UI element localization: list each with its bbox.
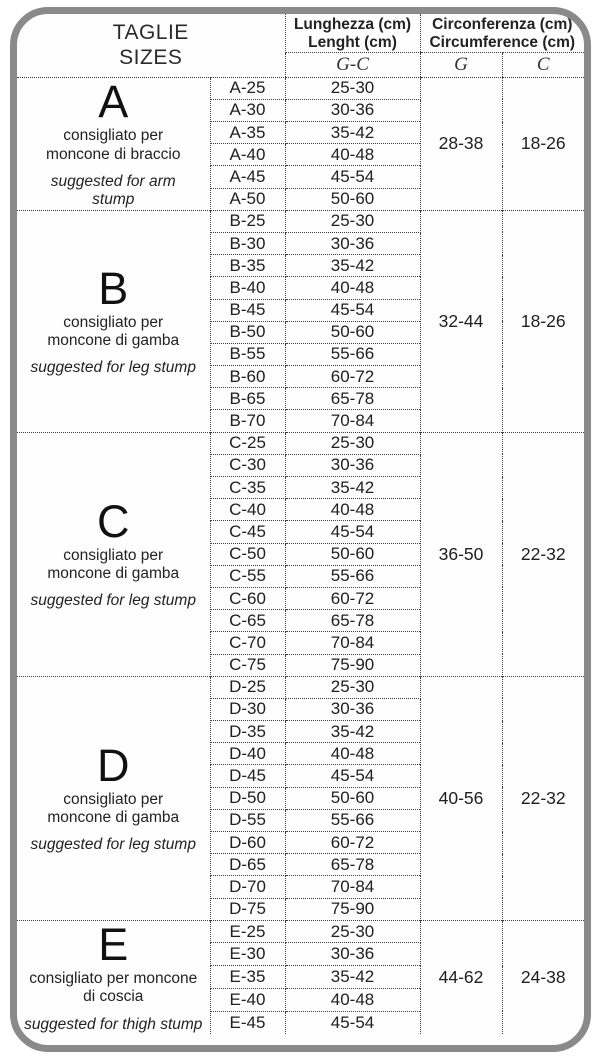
sizes-title-en: SIZES [119,46,183,70]
length-range-cell: 50-60 [285,188,420,210]
size-code-cell: A-45 [210,166,285,188]
size-code-cell: E-35 [210,966,285,989]
size-code-cell: C-25 [210,432,285,454]
description-italian-line: moncone di braccio [46,145,181,163]
description-english [17,836,210,854]
length-range-cell: 40-48 [285,277,420,299]
circumference-subheader-g: G [420,52,502,77]
size-code-cell: A-30 [210,99,285,121]
circumference-column-header [420,14,584,52]
length-range-cell: 25-30 [285,676,420,698]
size-code-cell: C-50 [210,543,285,565]
length-range-cell: 55-66 [285,565,420,587]
length-range-cell: 65-78 [285,854,420,876]
circumference-c-cell: 18-26 [502,210,584,432]
description-italian-line: consigliato per [63,790,164,808]
length-range-cell: 65-78 [285,388,420,410]
description-italian [17,127,210,164]
size-letter: B [98,262,129,314]
size-code-cell: D-55 [210,809,285,831]
size-code-cell: D-30 [210,698,285,720]
description-english-line: stump [92,191,135,209]
length-range-cell: 45-54 [285,166,420,188]
size-code-cell: D-25 [210,676,285,698]
length-range-cell: 65-78 [285,610,420,632]
length-range-cell: 70-84 [285,632,420,654]
length-range-cell: 50-60 [285,787,420,809]
length-range-cell: 25-30 [285,210,420,232]
length-range-cell: 30-36 [285,698,420,720]
description-english-line: suggested for leg stump [30,359,196,377]
size-letter: E [98,918,129,970]
length-range-cell: 35-42 [285,966,420,989]
size-code-cell: C-70 [210,632,285,654]
size-code-cell: A-35 [210,122,285,144]
length-range-cell: 55-66 [285,343,420,365]
size-code-cell: D-70 [210,876,285,898]
length-subheader-gc: G-C [285,52,420,77]
size-letter: D [97,739,130,791]
size-code-cell: D-40 [210,743,285,765]
length-range-cell: 25-30 [285,920,420,943]
description-english [17,359,210,377]
size-code-cell: C-60 [210,587,285,609]
circumference-c-cell: 22-32 [502,432,584,676]
size-code-cell: B-45 [210,299,285,321]
size-letter: A [98,76,129,127]
circumference-title-it: Circonferenza (cm) [432,16,573,33]
size-code-cell: C-55 [210,565,285,587]
circumference-g-cell: 40-56 [420,676,502,920]
length-range-cell: 35-42 [285,122,420,144]
length-range-cell: 60-72 [285,587,420,609]
size-code-cell: B-65 [210,388,285,410]
size-code-cell: E-25 [210,920,285,943]
length-range-cell: 40-48 [285,499,420,521]
description-italian [17,314,210,351]
description-italian-line: di coscia [83,988,144,1006]
length-range-cell: 30-36 [285,943,420,966]
table-row [17,432,584,454]
circumference-subheader-c: C [502,52,584,77]
length-range-cell: 35-42 [285,255,420,277]
circumference-c-cell: 18-26 [502,77,584,210]
length-range-cell: 40-48 [285,144,420,166]
length-range-cell: 50-60 [285,321,420,343]
size-table-body [17,77,584,1034]
description-english [17,1016,210,1034]
size-code-cell: D-75 [210,898,285,920]
length-range-cell: 35-42 [285,721,420,743]
length-range-cell: 35-42 [285,477,420,499]
length-range-cell: 40-48 [285,988,420,1011]
length-range-cell: 40-48 [285,743,420,765]
description-english [17,173,210,210]
size-chart-sheet [10,7,591,1052]
circumference-g-cell: 36-50 [420,432,502,676]
circumference-g-cell: 44-62 [420,920,502,1034]
length-range-cell: 70-84 [285,410,420,432]
size-code-cell: D-35 [210,721,285,743]
size-code-cell: C-35 [210,477,285,499]
table-row [17,676,584,698]
length-range-cell: 60-72 [285,832,420,854]
length-range-cell: 45-54 [285,765,420,787]
length-title-en: Lenght (cm) [308,33,397,51]
size-code-cell: C-45 [210,521,285,543]
length-range-cell: 25-30 [285,432,420,454]
size-code-cell: B-60 [210,366,285,388]
length-range-cell: 45-54 [285,521,420,543]
length-range-cell: 55-66 [285,809,420,831]
size-code-cell: D-50 [210,787,285,809]
description-italian-line: consigliato per [63,546,164,564]
section-description [17,432,210,676]
size-code-cell: E-30 [210,943,285,966]
length-range-cell: 70-84 [285,876,420,898]
circumference-g-cell: 32-44 [420,210,502,432]
description-italian-line: consigliato per [63,127,164,145]
size-code-cell: B-50 [210,321,285,343]
circumference-c-cell: 22-32 [502,676,584,920]
size-code-cell: B-30 [210,232,285,254]
length-range-cell: 75-90 [285,654,420,676]
size-code-cell: B-70 [210,410,285,432]
description-english-line: suggested for arm [50,172,176,190]
size-code-cell: C-75 [210,654,285,676]
size-code-cell: E-45 [210,1011,285,1034]
description-italian [17,970,210,1007]
section-description [17,676,210,920]
size-code-cell: B-25 [210,210,285,232]
table-row [17,210,584,232]
sizes-column-header [17,14,285,77]
size-letter: C [97,495,130,547]
description-italian-line: moncone di gamba [47,565,180,583]
size-code-cell: D-45 [210,765,285,787]
length-range-cell: 60-72 [285,366,420,388]
description-english [17,592,210,610]
description-italian-line: moncone di gamba [47,809,180,827]
size-code-cell: A-40 [210,144,285,166]
sizes-title-it: TAGLIE [112,20,189,44]
length-range-cell: 30-36 [285,454,420,476]
length-range-cell: 50-60 [285,543,420,565]
circumference-c-cell: 24-38 [502,920,584,1034]
length-range-cell: 30-36 [285,232,420,254]
section-description [17,77,210,210]
description-english-line: suggested for leg stump [30,592,196,610]
description-italian [17,791,210,828]
length-column-header [285,14,420,52]
length-range-cell: 30-36 [285,99,420,121]
length-range-cell: 75-90 [285,898,420,920]
description-italian-line: consigliato per [63,313,164,331]
size-code-cell: C-40 [210,499,285,521]
circumference-title-en: Circumference (cm) [429,33,576,51]
table-row [17,920,584,943]
description-italian-line: moncone di gamba [47,332,180,350]
length-range-cell: 45-54 [285,1011,420,1034]
section-description [17,210,210,432]
size-code-cell: C-30 [210,454,285,476]
header-row-titles [17,14,584,52]
description-english-line: suggested for thigh stump [24,1015,203,1033]
length-title-it: Lunghezza (cm) [293,16,412,33]
size-code-cell: A-25 [210,77,285,99]
description-english-line: suggested for leg stump [30,836,196,854]
size-code-cell: B-35 [210,255,285,277]
section-description [17,920,210,1034]
size-code-cell: A-50 [210,188,285,210]
size-code-cell: D-65 [210,854,285,876]
size-code-cell: E-40 [210,988,285,1011]
circumference-g-cell: 28-38 [420,77,502,210]
size-code-cell: C-65 [210,610,285,632]
length-range-cell: 45-54 [285,299,420,321]
table-row [17,77,584,99]
description-italian-line: consigliato per moncone [29,970,198,987]
size-code-cell: B-55 [210,343,285,365]
length-range-cell: 25-30 [285,77,420,99]
size-table [17,14,584,1034]
size-code-cell: D-60 [210,832,285,854]
size-code-cell: B-40 [210,277,285,299]
description-italian [17,547,210,584]
